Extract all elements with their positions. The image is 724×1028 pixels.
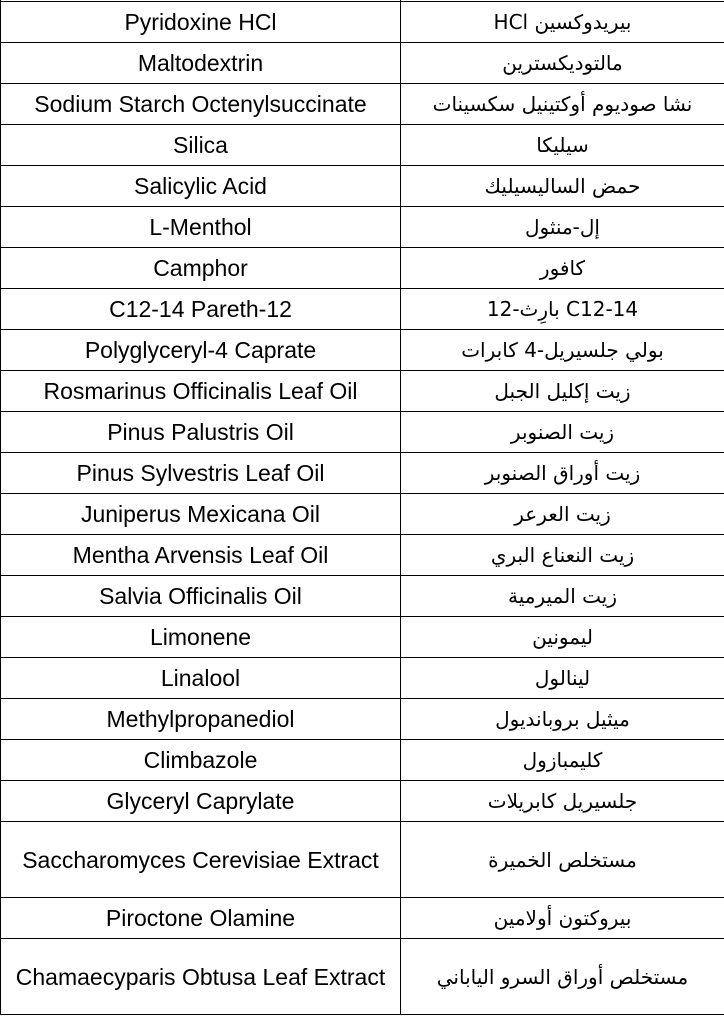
en-name-cell: Sodium Starch Octenylsuccinate [1, 84, 401, 125]
ar-name-cell: كليمبازول [401, 740, 724, 781]
ar-name-cell: زيت الصنوبر [401, 412, 724, 453]
ar-name-cell: بيريدوكسين HCl [401, 2, 724, 43]
en-name-cell: Methylpropanediol [1, 699, 401, 740]
table-row [1, 207, 724, 248]
en-name-cell: Silica [1, 125, 401, 166]
table-row [1, 2, 724, 43]
en-name-cell: Salicylic Acid [1, 166, 401, 207]
en-name-cell: L-Menthol [1, 207, 401, 248]
table-row [1, 535, 724, 576]
ar-name-cell: C12-14 بارِث-12 [401, 289, 724, 330]
table-row [1, 289, 724, 330]
ar-name-cell: مالتوديكسترين [401, 43, 724, 84]
table-row [1, 125, 724, 166]
ingredients-table-body [1, 0, 724, 1015]
ar-name-cell: ليمونين [401, 617, 724, 658]
en-name-cell: Pinus Palustris Oil [1, 412, 401, 453]
ar-name-cell: مستخلص الخميرة [401, 822, 724, 898]
table-row [1, 576, 724, 617]
table-row [1, 248, 724, 289]
table-row [1, 699, 724, 740]
table-row [1, 898, 724, 939]
en-name-cell: Climbazole [1, 740, 401, 781]
ar-name-cell: بيروكتون أولامين [401, 898, 724, 939]
ar-name-cell: لينالول [401, 658, 724, 699]
ar-name-cell: بولي جلسيريل-4 كابرات [401, 330, 724, 371]
ar-name-cell: نشا صوديوم أوكتينيل سكسينات [401, 84, 724, 125]
en-name-cell: C12-14 Pareth-12 [1, 289, 401, 330]
en-name-cell: Chamaecyparis Obtusa Leaf Extract [1, 939, 401, 1015]
ar-name-cell: زيت أوراق الصنوبر [401, 453, 724, 494]
table-row [1, 494, 724, 535]
table-row [1, 43, 724, 84]
en-name-cell: Pyridoxine HCl [1, 2, 401, 43]
en-name-cell: Maltodextrin [1, 43, 401, 84]
en-name-cell: Piroctone Olamine [1, 898, 401, 939]
ar-name-cell: سيليكا [401, 125, 724, 166]
ar-name-cell: زيت النعناع البري [401, 535, 724, 576]
ar-name-cell: زيت إكليل الجبل [401, 371, 724, 412]
ar-name-cell: حمض الساليسيليك [401, 166, 724, 207]
table-row [1, 781, 724, 822]
table-row [1, 453, 724, 494]
en-name-cell: Rosmarinus Officinalis Leaf Oil [1, 371, 401, 412]
table-row [1, 412, 724, 453]
en-name-cell: Pinus Sylvestris Leaf Oil [1, 453, 401, 494]
table-row [1, 166, 724, 207]
ar-name-cell: جلسيريل كابريلات [401, 781, 724, 822]
ar-name-cell: زيت الميرمية [401, 576, 724, 617]
ar-name-cell: كافور [401, 248, 724, 289]
table-row [1, 617, 724, 658]
table-row [1, 84, 724, 125]
ar-name-cell: زيت العرعر [401, 494, 724, 535]
en-name-cell: Camphor [1, 248, 401, 289]
en-name-cell: Linalool [1, 658, 401, 699]
ar-name-cell: ميثيل بروبانديول [401, 699, 724, 740]
table-row [1, 740, 724, 781]
en-name-cell: Limonene [1, 617, 401, 658]
table-row [1, 822, 724, 898]
table-row [1, 939, 724, 1015]
en-name-cell: Salvia Officinalis Oil [1, 576, 401, 617]
en-name-cell: Polyglyceryl-4 Caprate [1, 330, 401, 371]
ar-name-cell: مستخلص أوراق السرو الياباني [401, 939, 724, 1015]
table-row [1, 330, 724, 371]
en-name-cell: Saccharomyces Cerevisiae Extract [1, 822, 401, 898]
en-name-cell: Juniperus Mexicana Oil [1, 494, 401, 535]
table-row [1, 658, 724, 699]
table-row [1, 371, 724, 412]
en-name-cell: Mentha Arvensis Leaf Oil [1, 535, 401, 576]
en-name-cell: Glyceryl Caprylate [1, 781, 401, 822]
ar-name-cell: إل-منثول [401, 207, 724, 248]
